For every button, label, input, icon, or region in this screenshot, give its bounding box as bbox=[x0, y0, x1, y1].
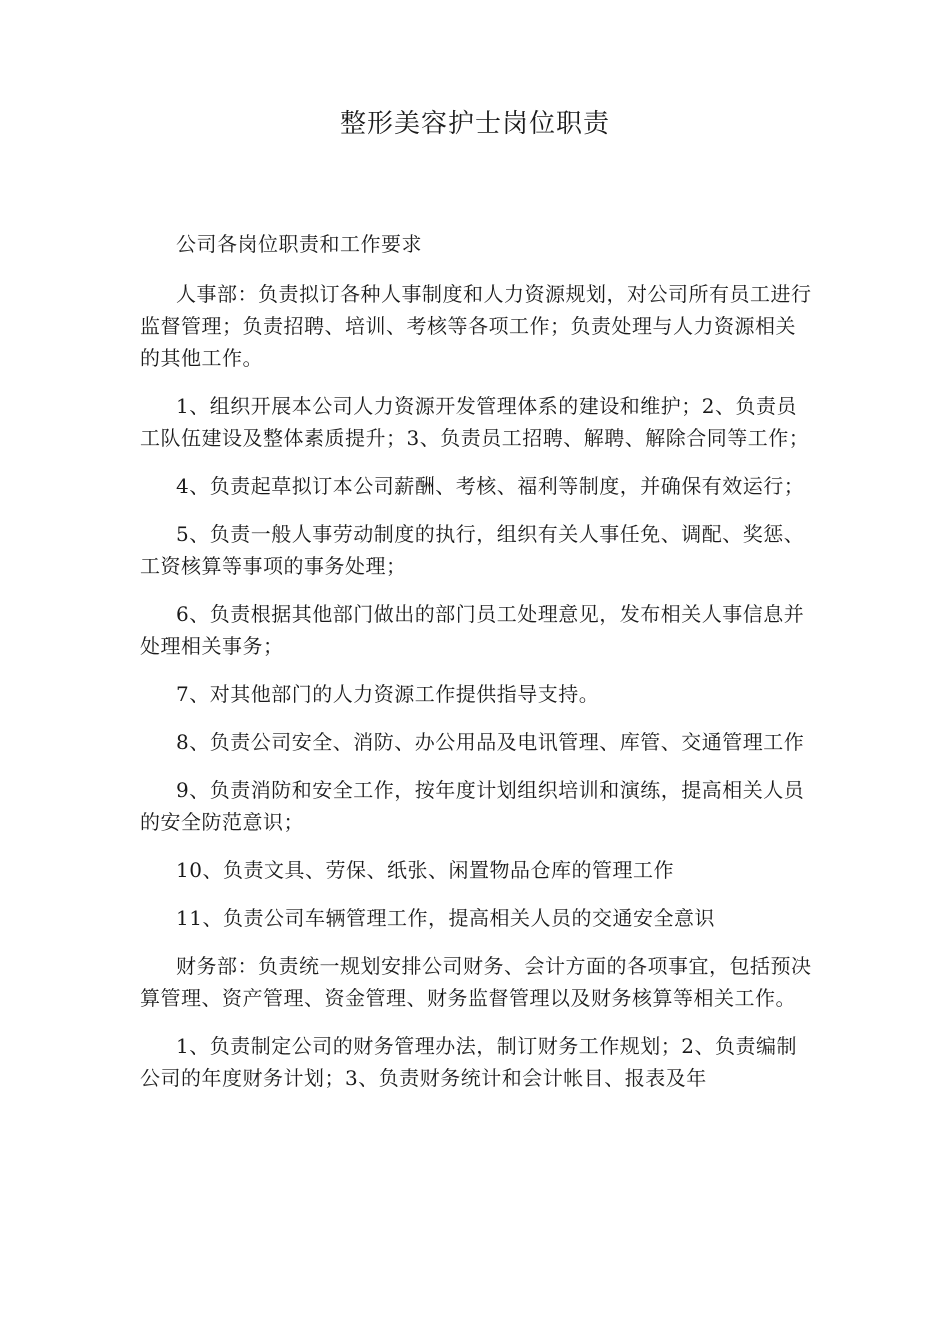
paragraph-finance-overview: 财务部：负责统一规划安排公司财务、会计方面的各项事宜，包括预决算管理、资产管理、资金管理、财务监督管理以及财务核算等相关工作。 bbox=[140, 954, 812, 1010]
paragraph-hr-item-6: 6、负责根据其他部门做出的部门员工处理意见，发布相关人事信息并处理相关事务； bbox=[140, 602, 805, 658]
paragraph-hr-overview: 人事部：负责拟订各种人事制度和人力资源规划，对公司所有员工进行监督管理；负责招聘、培训、考核等各项工作；负责处理与人力资源相关的其他工作。 bbox=[140, 282, 812, 370]
document-body bbox=[140, 228, 812, 1110]
paragraph-hr-item-7: 7、对其他部门的人力资源工作提供指导支持。 bbox=[176, 682, 600, 706]
paragraph-hr-item-10: 10、负责文具、劳保、纸张、闲置物品仓库的管理工作 bbox=[176, 858, 674, 882]
paragraph-hr-item-11: 11、负责公司车辆管理工作，提高相关人员的交通安全意识 bbox=[176, 906, 715, 930]
paragraph-hr-item-5: 5、负责一般人事劳动制度的执行，组织有关人事任免、调配、奖惩、工资核算等事项的事务处理； bbox=[140, 522, 805, 578]
section-heading: 公司各岗位职责和工作要求 bbox=[176, 232, 422, 256]
paragraph-finance-items-1-3: 1、负责制定公司的财务管理办法，制订财务工作规划；2、负责编制公司的年度财务计划；3、负责财务统计和会计帐目、报表及年 bbox=[140, 1034, 797, 1090]
paragraph-hr-item-4: 4、负责起草拟订本公司薪酬、考核、福利等制度，并确保有效运行； bbox=[176, 474, 805, 498]
document-title: 整形美容护士岗位职责 bbox=[339, 109, 610, 139]
paragraph-hr-item-9: 9、负责消防和安全工作，按年度计划组织培训和演练，提高相关人员的安全防范意识； bbox=[140, 778, 805, 834]
paragraph-hr-item-8: 8、负责公司安全、消防、办公用品及电讯管理、库管、交通管理工作 bbox=[176, 730, 805, 754]
paragraph-hr-items-1-3: 1、组织开展本公司人力资源开发管理体系的建设和维护；2、负责员工队伍建设及整体素质提升；3、负责员工招聘、解聘、解除合同等工作； bbox=[140, 394, 810, 450]
